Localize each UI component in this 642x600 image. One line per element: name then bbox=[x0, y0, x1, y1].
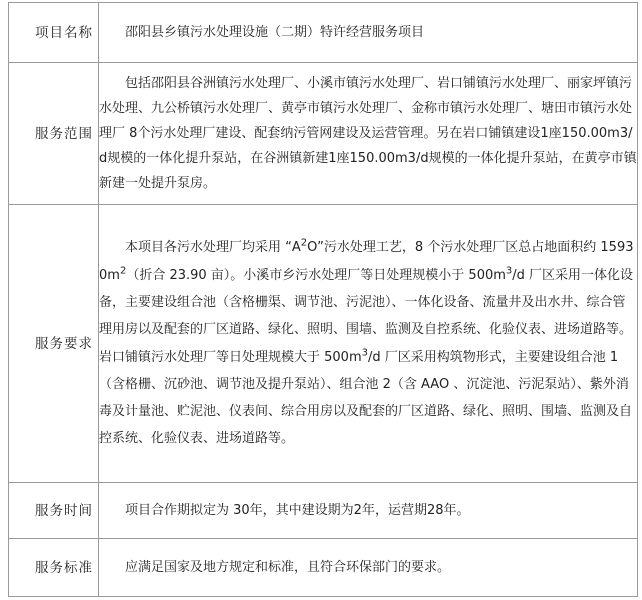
service-time-text: 项目合作期拟定为 30年，其中建设期为2年，运营期28年。 bbox=[125, 503, 470, 518]
table-row bbox=[9, 539, 638, 597]
row-label: 服务要求 bbox=[35, 335, 93, 352]
superscript: 2 bbox=[300, 237, 308, 249]
text-run: /d 厂区采用构筑物形式，主要建设组合池 1（含格栅、沉砂池、调节池及提升泵站）、组合池 2（含 AAO 、沉淀池、污泥泵站）、紫外消毒及计量池、贮泥池、仪表间、综合用房以及配套的厂区道路、绿化、照明、围墙、监测及自控系统、化验仪表、进场道路等。 bbox=[99, 349, 633, 447]
row-label-cell bbox=[9, 3, 99, 63]
row-label-cell bbox=[9, 63, 99, 205]
text-run: O”污水处理工艺，8 个污水处理厂区总占地面积约 15930m bbox=[99, 240, 634, 283]
superscript: 3 bbox=[361, 347, 368, 359]
row-content-cell bbox=[99, 3, 638, 63]
superscript: 3 bbox=[505, 265, 513, 277]
row-label: 项目名称 bbox=[35, 24, 93, 41]
row-label-cell bbox=[9, 205, 99, 483]
row-label-cell bbox=[9, 483, 99, 539]
row-label: 服务标准 bbox=[35, 559, 93, 576]
text-run: /d 厂区采用一体化设备，主要建设组合池（含格栅渠、调节池、污泥池）、一体化设备、流量井及出水井、综合管理用房以及配套的厂区道路、绿化、照明、围墙、监测及自控系统、化验仪表、进场道路等。岩口铺镇污水处理厂等日处理规模大于 500m bbox=[99, 267, 634, 365]
service-requirements-text bbox=[99, 234, 637, 452]
text-run: （折合 23.90 亩）。小溪市乡污水处理厂等日处理规模小于 500m bbox=[126, 267, 506, 283]
row-content-cell bbox=[99, 483, 638, 539]
service-table bbox=[8, 2, 638, 597]
row-label: 服务时间 bbox=[35, 502, 93, 519]
superscript: 2 bbox=[119, 265, 127, 277]
table-row bbox=[9, 205, 638, 483]
service-standard-text: 应满足国家及地方规定和标准，且符合环保部门的要求。 bbox=[125, 560, 451, 575]
service-scope-text: 包括邵阳县谷洲镇污水处理厂、小溪市镇污水处理厂、岩口铺镇污水处理厂、丽家坪镇污水处理、九公桥镇污水处理厂、黄亭市镇污水处理厂、金称市镇污水处理厂、塘田市镇污水处理厂 8个污水处理厂建设、配套纳污管网建设及运营管理。另在岩口铺镇建设1座150.00m3/d规模的一体化提升泵站，在谷洲镇新建1座150.00m3/d规模的一体化提升泵站，在黄亭市镇新建一处提升泵房。 bbox=[99, 76, 637, 191]
text-run: 本项目各污水处理厂均采用 “A bbox=[125, 240, 301, 256]
table-row bbox=[9, 483, 638, 539]
project-name: 邵阳县乡镇污水处理设施（二期）特许经营服务项目 bbox=[125, 25, 425, 40]
table-row bbox=[9, 63, 638, 205]
table-row bbox=[9, 3, 638, 63]
row-label: 服务范围 bbox=[35, 125, 93, 142]
row-content-cell bbox=[99, 63, 638, 205]
row-label-cell bbox=[9, 539, 99, 597]
row-content-cell bbox=[99, 539, 638, 597]
row-content-cell bbox=[99, 205, 638, 483]
